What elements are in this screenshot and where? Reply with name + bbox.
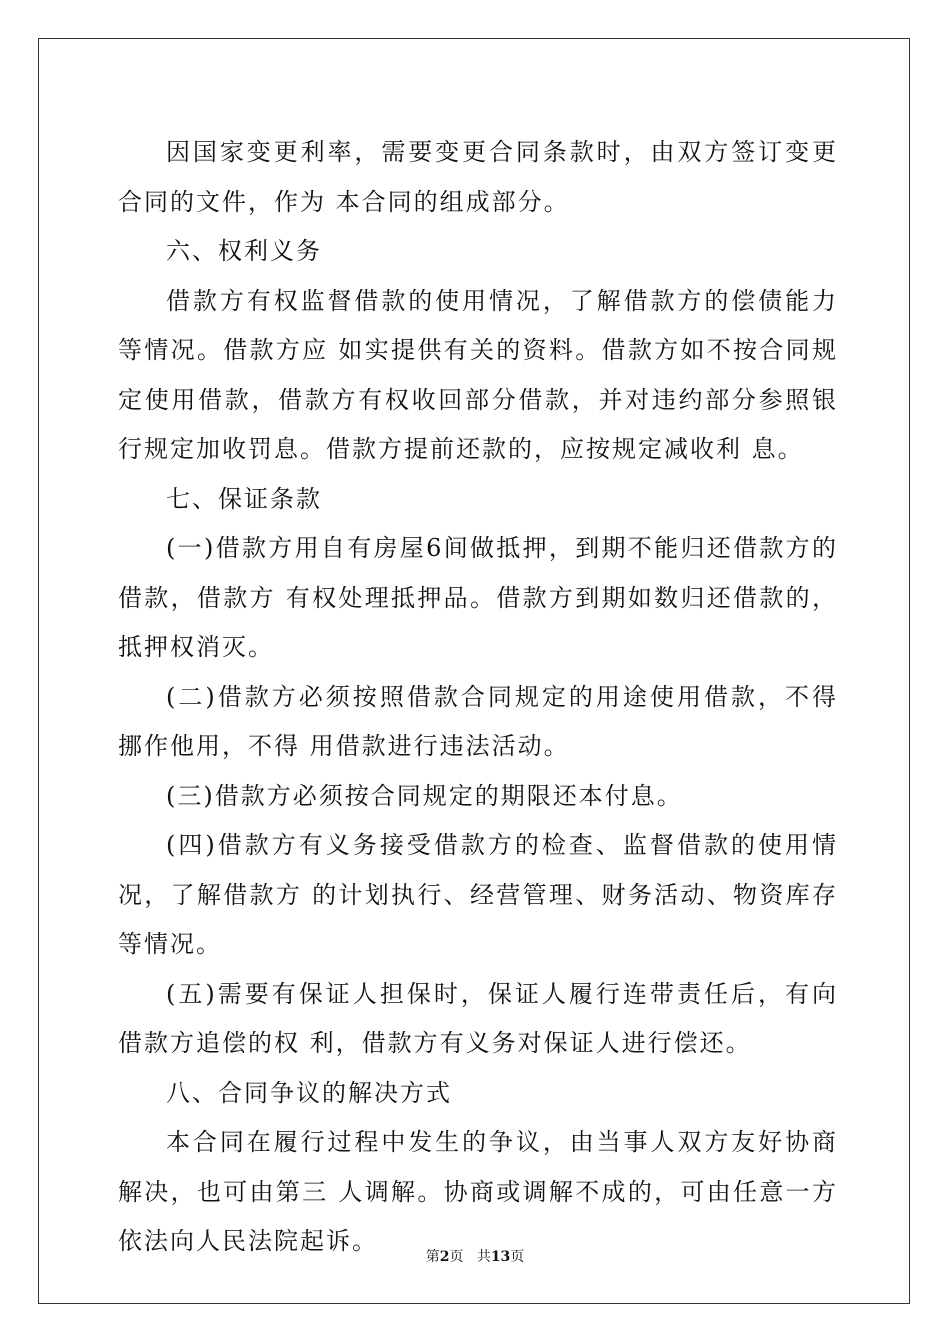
- paragraph-guarantee-2: (二)借款方必须按照借款合同规定的用途使用借款，不得挪作他用，不得 用借款进行违法活动。: [118, 682, 838, 760]
- footer-total-prefix: 共: [476, 1249, 491, 1265]
- paragraph-dispute-resolution: 本合同在履行过程中发生的争议，由当事人双方友好协商解决，也可由第三 人调解。协商或调解不成的，可由任意一方依法向人民法院起诉。: [118, 1128, 838, 1255]
- footer-page-prefix: 第: [425, 1249, 440, 1265]
- footer-page-suffix: 页: [449, 1249, 464, 1265]
- document-body: [118, 128, 838, 1267]
- paragraph-guarantee-5: (五)需要有保证人担保时，保证人履行连带责任后，有向借款方追偿的权 利，借款方有义务对保证人进行偿还。: [118, 979, 838, 1057]
- section-heading-dispute-resolution: 八、合同争议的解决方式: [166, 1078, 452, 1107]
- footer-total-suffix: 页: [510, 1249, 525, 1265]
- paragraph-guarantee-3: (三)借款方必须按合同规定的期限还本付息。: [166, 781, 683, 810]
- footer-total-number: 13: [490, 1249, 511, 1265]
- page-footer: [0, 1246, 950, 1266]
- paragraph-guarantee-1: (一)借款方用自有房屋6间做抵押，到期不能归还借款方的借款，借款方 有权处理抵押品。借款方到期如数归还借款的，抵押权消灭。: [118, 534, 838, 661]
- section-heading-guarantee-terms: 七、保证条款: [166, 484, 322, 513]
- paragraph-guarantee-4: (四)借款方有义务接受借款方的检查、监督借款的使用情况，了解借款方 的计划执行、经营管理、财务活动、物资库存等情况。: [118, 831, 838, 958]
- paragraph-interest-change: 因国家变更利率，需要变更合同条款时，由双方签订变更合同的文件，作为 本合同的组成部分。: [118, 138, 838, 216]
- paragraph-rights-obligations: 借款方有权监督借款的使用情况，了解借款方的偿债能力等情况。借款方应 如实提供有关的资料。借款方如不按合同规定使用借款，借款方有权收回部分借款，并对违约部分参照银行规定加收罚息。借款方提前还款的，应按规定减收利 息。: [118, 286, 838, 463]
- section-heading-rights-obligations: 六、权利义务: [166, 237, 322, 265]
- footer-page-number: 2: [439, 1249, 450, 1265]
